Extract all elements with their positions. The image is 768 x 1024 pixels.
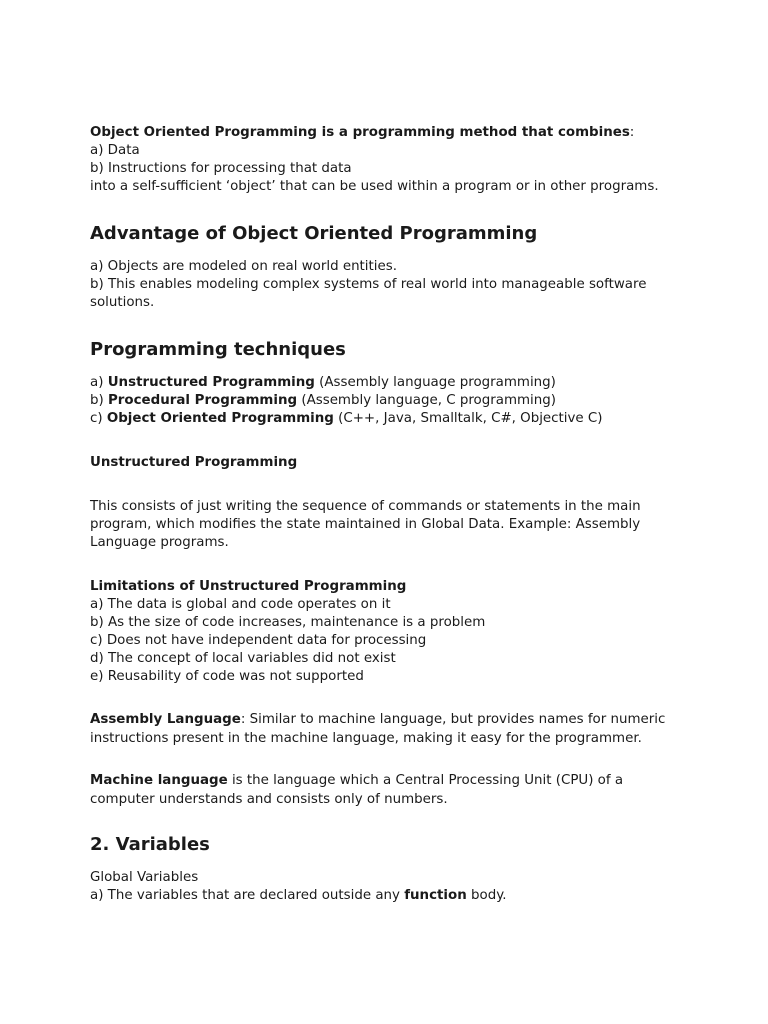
assembly-paragraph <box>90 710 730 748</box>
limitation-item: c) Does not have independent data for processing <box>90 633 427 648</box>
technique-detail: (Assembly language programming) <box>314 375 556 390</box>
technique-detail: (Assembly language, C programming) <box>297 393 556 408</box>
technique-item-c <box>90 410 730 428</box>
technique-prefix: b) <box>90 393 108 408</box>
assembly-line1 <box>90 710 730 729</box>
unstructured-line2: program, which modifies the state maintained in Global Data. Example: Assembly <box>90 517 641 532</box>
document-page <box>90 124 730 905</box>
limitation-item: a) The data is global and code operates on it <box>90 597 391 612</box>
assembly-line2: instructions present in the machine language, making it easy for the programmer. <box>90 731 642 746</box>
limitations-heading: Limitations of Unstructured Programming <box>90 579 407 594</box>
technique-detail: (C++, Java, Smalltalk, C#, Objective C) <box>333 411 603 426</box>
advantage-paragraph <box>90 258 730 312</box>
variables-paragraph <box>90 869 730 905</box>
machine-line2: computer understands and consists only of numbers. <box>90 792 448 807</box>
variables-item-a-suffix: body. <box>466 888 507 903</box>
unstructured-paragraph <box>90 498 730 552</box>
intro-lead-tail: : <box>629 125 635 140</box>
advantage-item-b-line1: b) This enables modeling complex systems of real world into manageable software <box>90 277 647 292</box>
intro-lead-bold: Object Oriented Programming is a programming method that combines <box>90 125 630 140</box>
intro-lead <box>90 124 730 142</box>
assembly-term: Assembly Language <box>90 712 241 727</box>
techniques-list <box>90 374 730 428</box>
unstructured-heading: Unstructured Programming <box>90 455 298 470</box>
technique-item-b <box>90 392 730 410</box>
technique-prefix: c) <box>90 411 107 426</box>
intro-item-a: a) Data <box>90 143 140 158</box>
variables-heading: 2. Variables <box>90 834 210 855</box>
technique-prefix: a) <box>90 375 108 390</box>
global-variables-label: Global Variables <box>90 870 199 885</box>
limitations-list <box>90 596 730 686</box>
technique-name: Procedural Programming <box>107 393 298 408</box>
technique-name: Object Oriented Programming <box>106 411 334 426</box>
machine-line1-rest: is the language which a Central Processing Unit (CPU) of a <box>227 773 624 788</box>
technique-item-a <box>90 374 730 392</box>
unstructured-line1: This consists of just writing the sequence of commands or statements in the main <box>90 499 641 514</box>
machine-paragraph <box>90 771 730 809</box>
intro-paragraph <box>90 124 730 196</box>
intro-closing: into a self-sufficient ‘object’ that can be used within a program or in other programs. <box>90 179 659 194</box>
variables-item-a <box>90 887 730 905</box>
technique-name: Unstructured Programming <box>107 375 315 390</box>
machine-line1 <box>90 771 730 790</box>
assembly-line1-rest: : Similar to machine language, but provides names for numeric <box>240 712 666 727</box>
advantage-heading: Advantage of Object Oriented Programming <box>90 223 538 244</box>
intro-item-b: b) Instructions for processing that data <box>90 161 352 176</box>
limitation-item: d) The concept of local variables did not exist <box>90 651 396 666</box>
variables-item-a-bold: function <box>404 888 467 903</box>
limitation-item: b) As the size of code increases, maintenance is a problem <box>90 615 486 630</box>
limitation-item: e) Reusability of code was not supported <box>90 669 364 684</box>
variables-item-a-prefix: a) The variables that are declared outside any <box>90 888 405 903</box>
techniques-heading: Programming techniques <box>90 339 346 360</box>
machine-term: Machine language <box>90 773 228 788</box>
advantage-item-b-line2: solutions. <box>90 295 155 310</box>
advantage-item-a: a) Objects are modeled on real world entities. <box>90 259 397 274</box>
unstructured-line3: Language programs. <box>90 535 229 550</box>
